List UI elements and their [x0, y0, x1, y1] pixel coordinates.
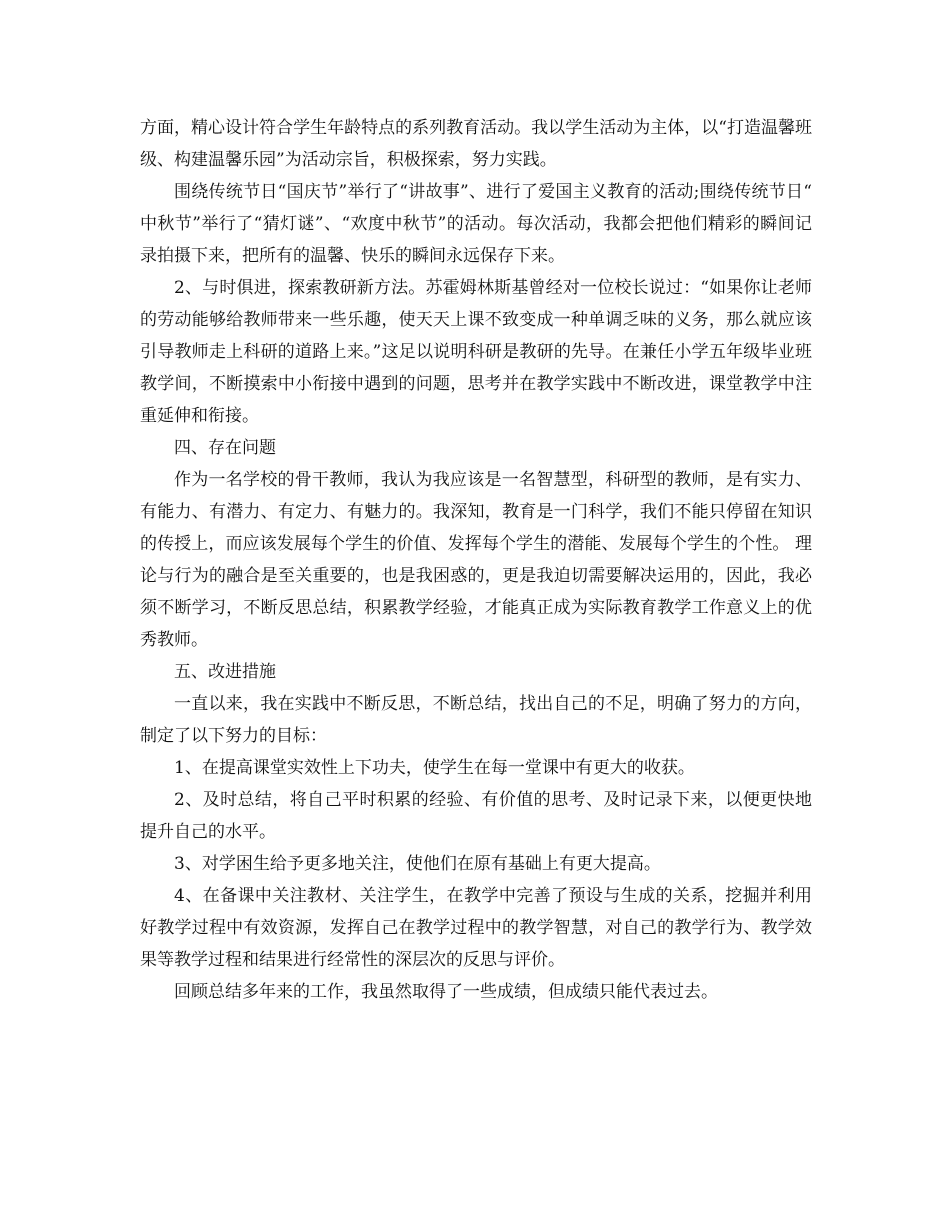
paragraph-festival-activities: 围绕传统节日“国庆节”举行了“讲故事”、进行了爱国主义教育的活动;围绕传统节日“中秋节”举行了“猜灯谜”、“欢度中秋节”的活动。每次活动，我都会把他们精彩的瞬间记录拍摄下来，把所有的温馨、快乐的瞬间永远保存下来。: [140, 182, 812, 266]
section-heading-problems: 四、存在问题: [174, 438, 276, 458]
list-item-goal-2: 2、及时总结，将自己平时积累的经验、有价值的思考、及时记录下来，以便更快地提升自己的水平。: [140, 790, 812, 842]
paragraph-improvement-intro: 一直以来，我在实践中不断反思，不断总结，找出自己的不足，明确了努力的方向，制定了以下努力的目标：: [140, 694, 812, 746]
list-item-goal-3: 3、对学困生给予更多地关注，使他们在原有基础上有更大提高。: [174, 854, 661, 874]
paragraph-research-methods: 2、与时俱进，探索教研新方法。苏霍姆林斯基曾经对一位校长说过：“如果你让老师的劳动能够给教师带来一些乐趣，使天天上课不致变成一种单调乏味的义务，那么就应该引导教师走上科研的道路上来。”这足以说明科研是教研的先导。在兼任小学五年级毕业班教学间，不断摸索中小衔接中遇到的问题，思考并在教学实践中不断改进，课堂教学中注重延伸和衔接。: [140, 278, 812, 426]
section-heading-improvements: 五、改进措施: [174, 662, 276, 682]
list-item-goal-1: 1、在提高课堂实效性上下功夫，使学生在每一堂课中有更大的收获。: [174, 758, 695, 778]
document-body: [140, 112, 812, 1008]
paragraph-problems: 作为一名学校的骨干教师，我认为我应该是一名智慧型，科研型的教师，是有实力、有能力、有潜力、有定力、有魅力的。我深知，教育是一门科学，我们不能只停留在知识的传授上，而应该发展每个学生的价值、发挥每个学生的潜能、发展每个学生的个性。 理论与行为的融合是至关重要的，也是我困惑的，更是我迫切需要解决运用的，因此，我必须不断学习，不断反思总结，积累教学经验，才能真正成为实际教育教学工作意义上的优秀教师。: [140, 470, 812, 650]
paragraph-continuation: 方面，精心设计符合学生年龄特点的系列教育活动。我以学生活动为主体，以“打造温馨班级、构建温馨乐园”为活动宗旨，积极探索，努力实践。: [140, 118, 812, 170]
list-item-goal-4: 4、在备课中关注教材、关注学生，在教学中完善了预设与生成的关系，挖掘并利用好教学过程中有效资源，发挥自己在教学过程中的教学智慧，对自己的教学行为、教学效果等教学过程和结果进行经常性的深层次的反思与评价。: [140, 886, 812, 970]
paragraph-conclusion: 回顾总结多年来的工作，我虽然取得了一些成绩，但成绩只能代表过去。: [174, 982, 718, 1002]
